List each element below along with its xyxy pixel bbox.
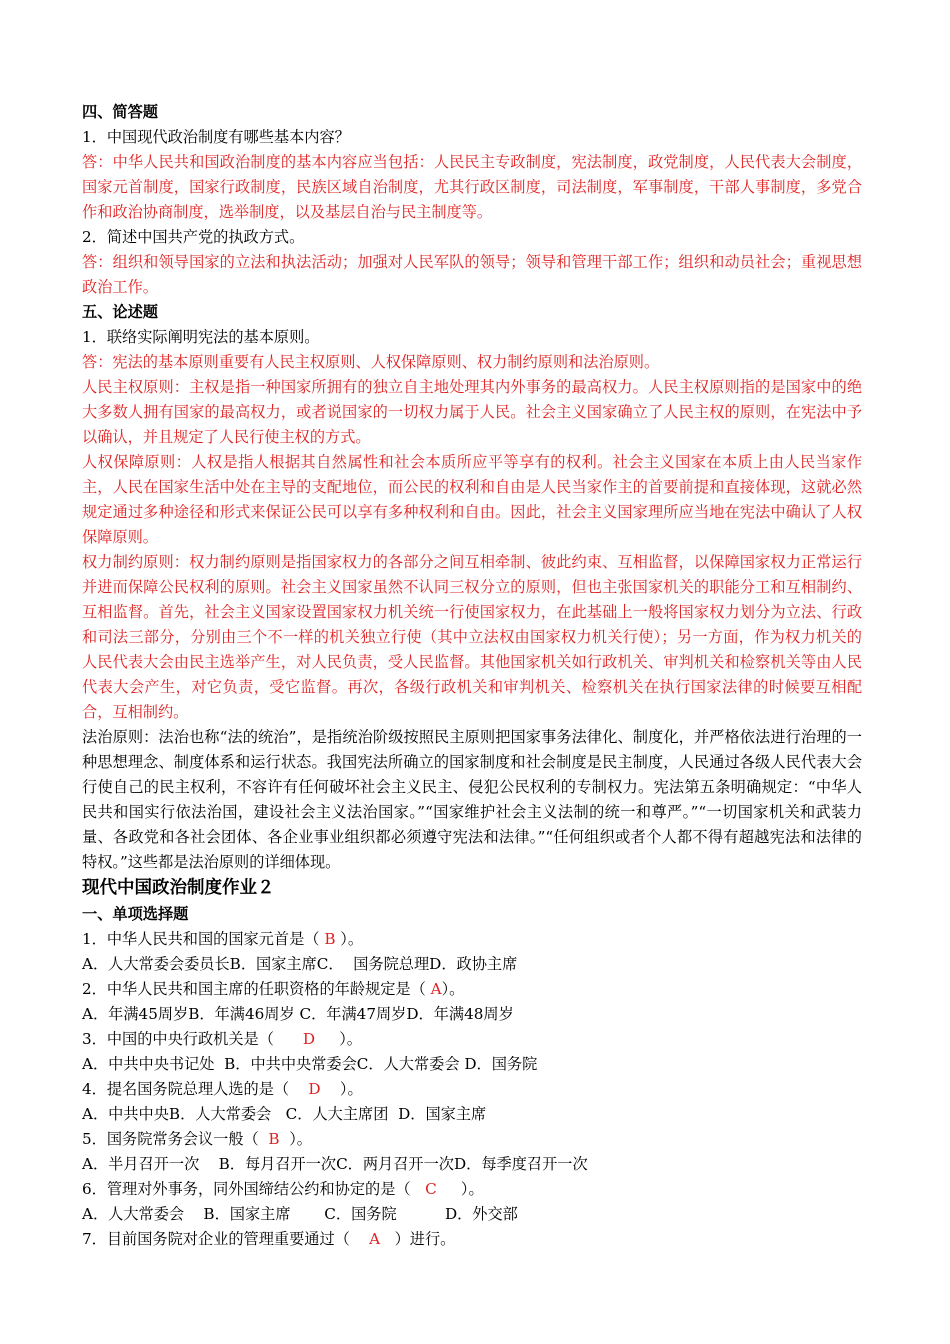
- mc-question-7: 7．目前国务院对企业的管理重要通过（ A ）进行。: [82, 1227, 862, 1252]
- homework-2-title: 现代中国政治制度作业２: [82, 878, 275, 898]
- mc-answer-7: A: [369, 1230, 381, 1248]
- mc-question-5: 5．国务院常务会议一般（ B ）。: [82, 1127, 862, 1152]
- answer-fazhi: 法治原则：法治也称“法的统治”，是指统治阶级按照民主原则把国家事务法律化、制度化，并严格依法进行治理的一种思想理念、制度体系和运行状态。我国宪法所确立的国家制度和社会制度是民主制度，人民通过各级人民代表大会行使自己的民主权利，不容许有任何破坏社会主义民主、侵犯公民权利的专制权力。宪法第五条明确规定：“中华人民共和国实行依法治国，建设社会主义法治国家。”“国家维护社会主义法制的统一和尊严。”“一切国家机关和武装力量、各政党和各社会团体、各企业事业组织都必须遵守宪法和法律。”“任何组织或者个人都不得有超越宪法和法律的特权。”这些都是法治原则的详细体现。: [82, 728, 862, 871]
- mc-answer-1: B: [324, 930, 336, 948]
- section-heading-5: 五、论述题: [82, 303, 158, 321]
- mc-answer-4: D: [308, 1080, 321, 1098]
- question-5-1: 1．联络实际阐明宪法的基本原则。: [82, 328, 320, 346]
- document-page: [82, 100, 862, 1252]
- answer-5-intro: 答：宪法的基本原则重要有人民主权原则、人权保障原则、权力制约原则和法治原则。: [82, 353, 660, 371]
- mc-answer-2: A: [430, 980, 442, 998]
- mc-options-2: A．年满45周岁B．年满46周岁 C．年满47周岁D．年满48周岁: [82, 1005, 514, 1023]
- mc-question-6: 6．管理对外事务，同外国缔结公约和协定的是（ C ）。: [82, 1177, 862, 1202]
- question-4-2: 2．简述中国共产党的执政方式。: [82, 228, 305, 246]
- mc-question-4: 4．提名国务院总理人选的是（ D ）。: [82, 1077, 862, 1102]
- mc-options-5: A．半月召开一次 B．每月召开一次C．两月召开一次D．每季度召开一次: [82, 1155, 588, 1173]
- answer-4-2: 答：组织和领导国家的立法和执法活动；加强对人民军队的领导；领导和管理干部工作；组织和动员社会；重视思想政治工作。: [82, 253, 862, 296]
- mc-question-1: 1．中华人民共和国的国家元首是（ B ）。: [82, 927, 862, 952]
- mc-answer-3: D: [302, 1030, 316, 1048]
- answer-4-1: 答：中华人民共和国政治制度的基本内容应当包括：人民民主专政制度，宪法制度，政党制度，人民代表大会制度，国家元首制度，国家行政制度，民族区域自治制度，尤其行政区制度，司法制度，军事制度，干部人事制度，多党合作和政治协商制度，选举制度，以及基层自治与民主制度等。: [82, 153, 862, 221]
- section-heading-single-choice: 一、单项选择题: [82, 905, 189, 923]
- answer-renmin-zhuquan: 人民主权原则：主权是指一种国家所拥有的独立自主地处理其内外事务的最高权力。人民主权原则指的是国家中的绝大多数人拥有国家的最高权力，或者说国家的一切权力属于人民。社会主义国家确立了人民主权的原则，在宪法中予以确认，并且规定了人民行使主权的方式。: [82, 378, 862, 446]
- mc-options-1: A．人大常委会委员长B．国家主席C． 国务院总理D．政协主席: [82, 955, 518, 973]
- mc-options-6: A．人大常委会 B．国家主席 C．国务院 D．外交部: [82, 1205, 518, 1223]
- answer-renquan-baozhang: 人权保障原则：人权是指人根据其自然属性和社会本质所应平等享有的权利。社会主义国家在本质上由人民当家作主，人民在国家生活中处在主导的支配地位，而公民的权利和自由是人民当家作主的首要前提和直接体现，这就必然规定通过多种途径和形式来保证公民可以享有多种权利和自由。因此，社会主义国家理所应当地在宪法中确认了人权保障原则。: [82, 453, 862, 546]
- mc-answer-6: C: [425, 1180, 437, 1198]
- mc-options-4: A．中共中央B．人大常委会 C．人大主席团 D．国家主席: [82, 1105, 487, 1123]
- mc-question-2: 2．中华人民共和国主席的任职资格的年龄规定是（ A ）。: [82, 977, 862, 1002]
- mc-question-3: 3．中国的中央行政机关是（ D ）。: [82, 1027, 862, 1052]
- question-4-1: 1．中国现代政治制度有哪些基本内容？: [82, 128, 350, 146]
- answer-quanli-zhiyue: 权力制约原则：权力制约原则是指国家权力的各部分之间互相牵制、彼此约束、互相监督，以保障国家权力正常运行并进而保障公民权利的原则。社会主义国家虽然不认同三权分立的原则，但也主张国家机关的职能分工和互相制约、互相监督。首先，社会主义国家设置国家权力机关统一行使国家权力，在此基础上一般将国家权力划分为立法、行政和司法三部分，分别由三个不一样的机关独立行使（其中立法权由国家权力机关行使）；另一方面，作为权力机关的人民代表大会由民主选举产生，对人民负责，受人民监督。其他国家机关如行政机关、审判机关和检察机关等由人民代表大会产生，对它负责，受它监督。再次，各级行政机关和审判机关、检察机关在执行国家法律的时候要互相配合，互相制约。: [82, 553, 862, 721]
- mc-answer-5: B: [268, 1130, 280, 1148]
- section-heading-4: 四、简答题: [82, 103, 158, 121]
- mc-options-3: A．中共中央书记处 B．中共中央常委会C．人大常委会 D．国务院: [82, 1055, 538, 1073]
